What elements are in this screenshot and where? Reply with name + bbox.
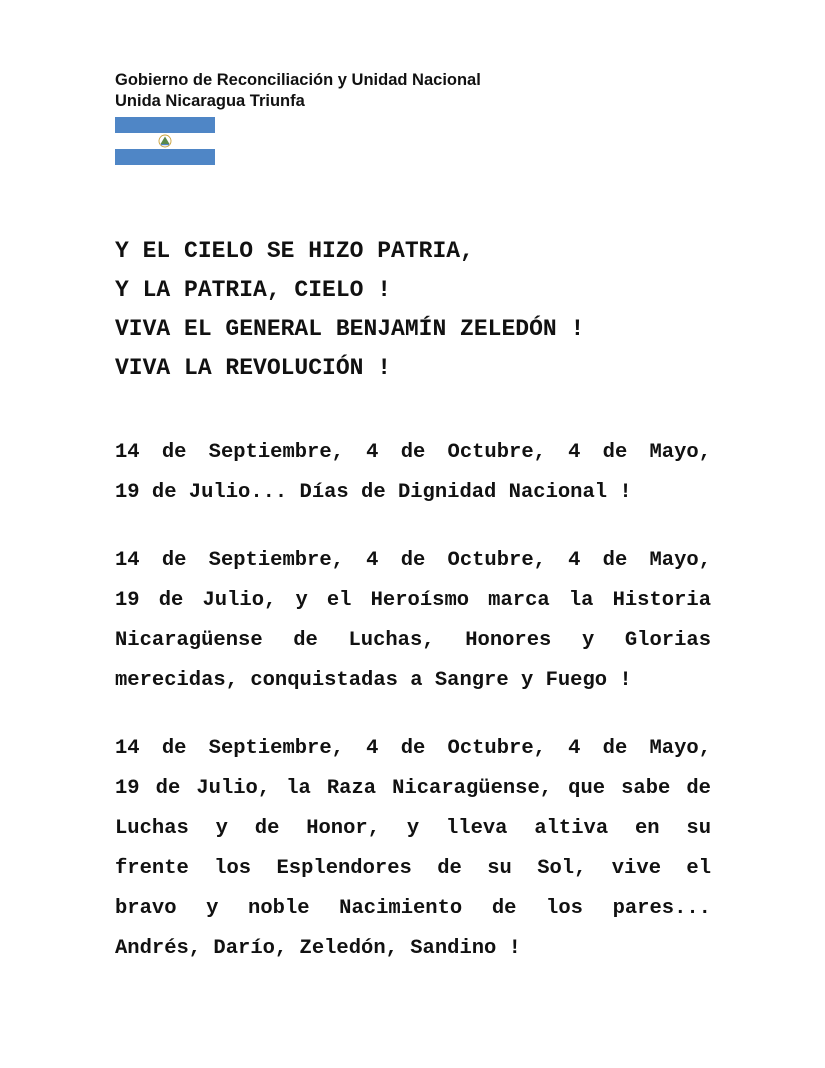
document-header bbox=[115, 70, 481, 112]
paragraph-line: bravo y noble Nacimiento de los pares... bbox=[115, 897, 711, 920]
paragraph-2 bbox=[115, 541, 711, 701]
paragraph-line: 19 de Julio, y el Heroísmo marca la Historia bbox=[115, 589, 711, 612]
paragraph-3 bbox=[115, 729, 711, 969]
paragraph-line: Nicaragüense de Luchas, Honores y Glorias bbox=[115, 629, 711, 652]
paragraph-line: 19 de Julio, la Raza Nicaragüense, que sabe de bbox=[115, 777, 711, 800]
slogan-line: Y LA PATRIA, CIELO ! bbox=[115, 277, 392, 303]
paragraph-1 bbox=[115, 433, 711, 513]
header-slogan: Unida Nicaragua Triunfa bbox=[115, 92, 305, 110]
nicaragua-flag-icon bbox=[115, 117, 215, 165]
paragraph-line: merecidas, conquistadas a Sangre y Fuego ! bbox=[115, 669, 632, 692]
paragraph-line: 19 de Julio... Días de Dignidad Nacional ! bbox=[115, 481, 632, 504]
slogan-line: Y EL CIELO SE HIZO PATRIA, bbox=[115, 238, 474, 264]
slogans-block bbox=[115, 232, 711, 388]
paragraph-line: Luchas y de Honor, y lleva altiva en su bbox=[115, 817, 711, 840]
header-government-name: Gobierno de Reconciliación y Unidad Nacional bbox=[115, 71, 481, 89]
paragraph-line: Andrés, Darío, Zeledón, Sandino ! bbox=[115, 937, 521, 960]
slogan-line: VIVA EL GENERAL BENJAMÍN ZELEDÓN ! bbox=[115, 316, 585, 342]
paragraph-line: 14 de Septiembre, 4 de Octubre, 4 de Mayo, bbox=[115, 737, 711, 760]
slogan-line: VIVA LA REVOLUCIÓN ! bbox=[115, 355, 392, 381]
paragraph-line: frente los Esplendores de su Sol, vive el bbox=[115, 857, 711, 880]
paragraph-line: 14 de Septiembre, 4 de Octubre, 4 de Mayo, bbox=[115, 441, 711, 464]
paragraph-line: 14 de Septiembre, 4 de Octubre, 4 de Mayo, bbox=[115, 549, 711, 572]
